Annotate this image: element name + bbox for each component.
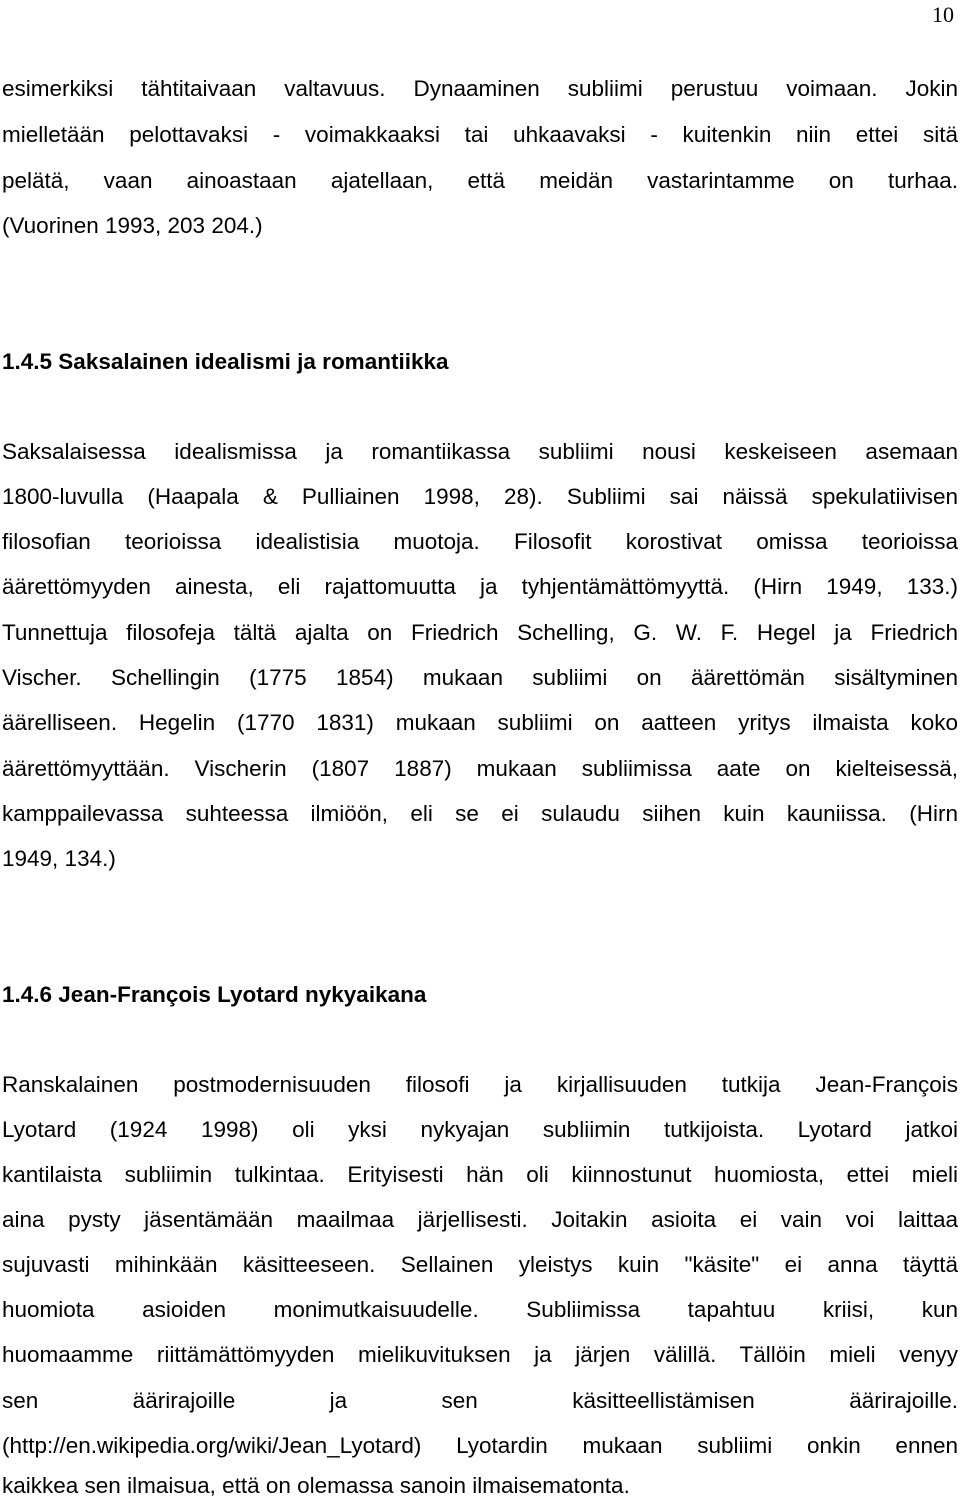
text-line: huomaamme riittämättömyyden mielikuvituksen ja järjen välillä. Tällöin mieli venyy	[2, 1342, 958, 1367]
text-line: Saksalaisessa idealismissa ja romantiikassa subliimi nousi keskeiseen asemaan	[2, 439, 958, 464]
text-line: esimerkiksi tähtitaivaan valtavuus. Dynaaminen subliimi perustuu voimaan. Jokin	[2, 76, 958, 101]
text-line: 1800-luvulla (Haapala & Pulliainen 1998, 28). Subliimi sai näissä spekulatiivisen	[2, 484, 958, 509]
section-heading: 1.4.5 Saksalainen idealismi ja romantiikka	[2, 349, 449, 374]
text-line: mielletään pelottavaksi - voimakkaaksi tai uhkaavaksi - kuitenkin niin ettei sitä	[2, 122, 958, 147]
text-line: Vischer. Schellingin (1775 1854) mukaan subliimi on äärettömän sisältyminen	[2, 665, 958, 690]
text-line: huomiota asioiden monimutkaisuudelle. Subliimissa tapahtuu kriisi, kun	[2, 1297, 958, 1322]
text-line: 1949, 134.)	[2, 846, 116, 871]
text-line: kaikkea sen ilmaisua, että on olemassa sanoin ilmaisematonta.	[2, 1473, 630, 1498]
text-line: sujuvasti mihinkään käsitteeseen. Sellainen yleistys kuin "käsite" ei anna täyttä	[2, 1252, 958, 1277]
text-line: sen äärirajoille ja sen käsitteellistämisen äärirajoille.	[2, 1388, 958, 1413]
text-line: kamppailevassa suhteessa ilmiöön, eli se ei sulaudu siihen kuin kauniissa. (Hirn	[2, 801, 958, 826]
text-line: äärettömyyttään. Vischerin (1807 1887) mukaan subliimissa aate on kielteisessä,	[2, 756, 958, 781]
text-line: Ranskalainen postmodernisuuden filosofi ja kirjallisuuden tutkija Jean-François	[2, 1072, 958, 1097]
page-number: 10	[932, 2, 954, 27]
text-line: Tunnettuja filosofeja tältä ajalta on Friedrich Schelling, G. W. F. Hegel ja Friedrich	[2, 620, 958, 645]
section-heading: 1.4.6 Jean-François Lyotard nykyaikana	[2, 982, 427, 1007]
text-line: Lyotard (1924 1998) oli yksi nykyajan subliimin tutkijoista. Lyotard jatkoi	[2, 1117, 958, 1142]
text-line: kantilaista subliimin tulkintaa. Erityisesti hän oli kiinnostunut huomiosta, ettei mieli	[2, 1162, 958, 1187]
text-line: äärettömyyden ainesta, eli rajattomuutta ja tyhjentämättömyyttä. (Hirn 1949, 133.)	[2, 574, 958, 599]
text-line: filosofian teorioissa idealistisia muotoja. Filosofit korostivat omissa teorioissa	[2, 529, 958, 554]
text-line: äärelliseen. Hegelin (1770 1831) mukaan subliimi on aatteen yritys ilmaista koko	[2, 710, 958, 735]
text-line: aina pysty jäsentämään maailmaa järjellisesti. Joitakin asioita ei vain voi laittaa	[2, 1207, 958, 1232]
text-line: (Vuorinen 1993, 203 204.)	[2, 213, 263, 238]
text-line: pelätä, vaan ainoastaan ajatellaan, että meidän vastarintamme on turhaa.	[2, 168, 958, 193]
text-line: (http://en.wikipedia.org/wiki/Jean_Lyotard) Lyotardin mukaan subliimi onkin ennen	[2, 1433, 958, 1458]
